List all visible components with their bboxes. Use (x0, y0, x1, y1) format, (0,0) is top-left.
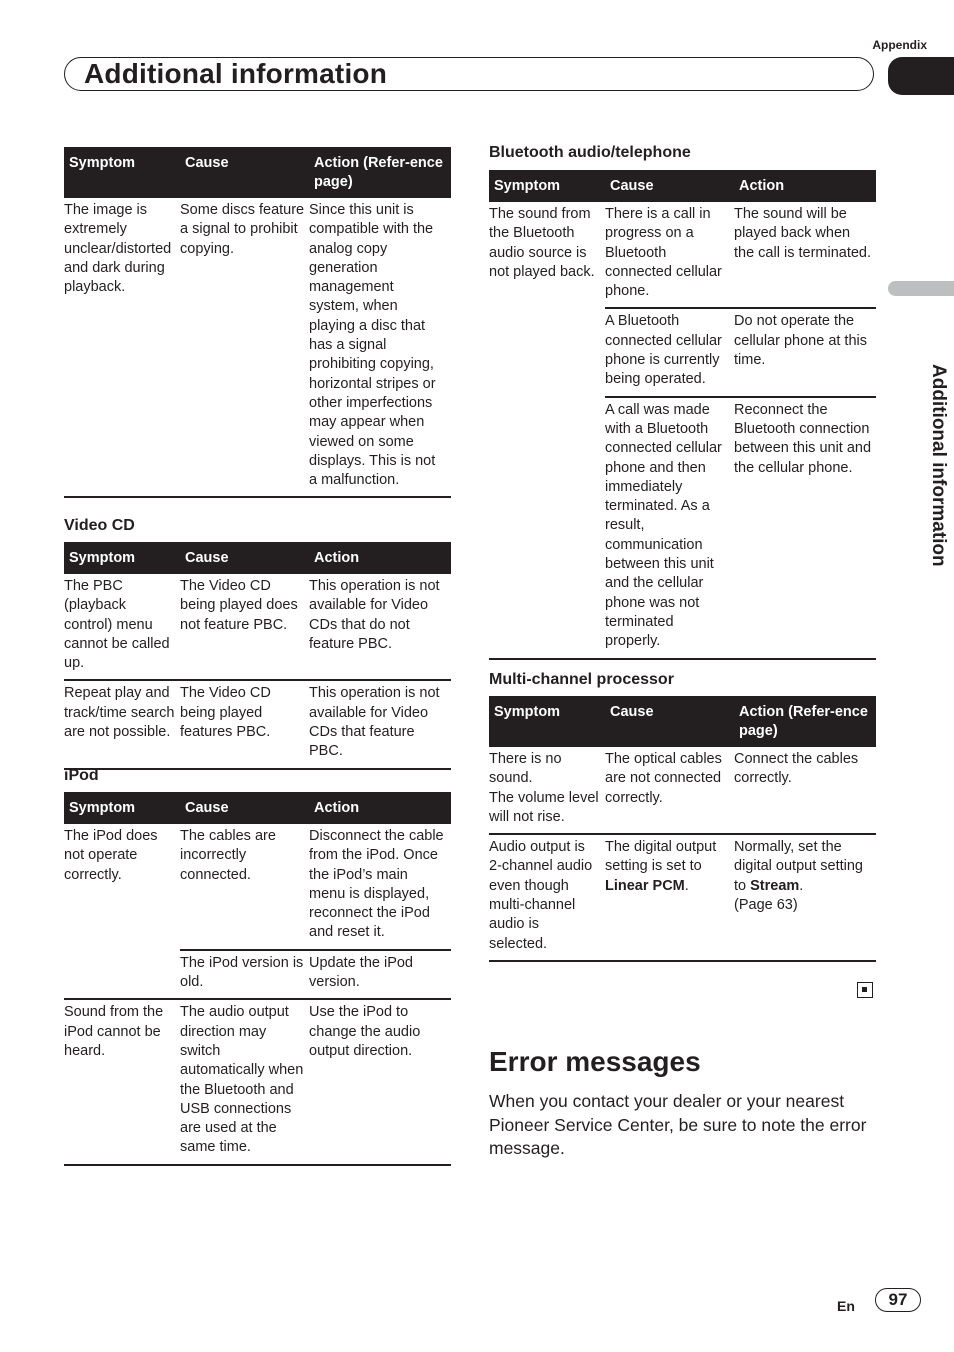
error-messages-heading: Error messages (489, 1046, 701, 1077)
section-end-icon (857, 982, 873, 998)
table-row (64, 680, 451, 768)
language-code: En (837, 1298, 855, 1314)
action-cell: The sound will be played back when the call is terminated. (734, 202, 876, 308)
cause-cell: The Video CD being played does not feature PBC. (180, 574, 309, 680)
cause-cell: The audio output direction may switch automatically when the Bluetooth and USB connections are used at the same time. (180, 999, 309, 1164)
action-cell: Update the iPod version. (309, 950, 451, 1000)
header-action: Action (309, 792, 451, 824)
table-bluetooth (489, 170, 876, 660)
header-cause: Cause (605, 170, 734, 202)
action-setting-value: Stream (750, 877, 800, 894)
header-symptom: Symptom (489, 170, 605, 202)
action-cell: Use the iPod to change the audio output direction. (309, 999, 451, 1164)
cause-cell: There is a call in progress on a Bluetooth connected cellular phone. (605, 202, 734, 308)
action-cell: Disconnect the cable from the iPod. Once the iPod’s main menu is displayed, reconnect the iPod and reset it. (309, 824, 451, 950)
symptom-cell: The sound from the Bluetooth audio source is not played back. (489, 202, 605, 659)
page-reference: (Page 63) (734, 897, 798, 914)
header-symptom: Symptom (64, 792, 180, 824)
table-row (489, 202, 876, 308)
error-messages-body: When you contact your dealer or your nearest Pioneer Service Center, be sure to note the error message. (489, 1091, 867, 1158)
cause-setting-value: Linear PCM (605, 877, 685, 894)
action-cell: This operation is not available for Video CDs that feature PBC. (309, 680, 451, 768)
symptom-cell: Audio output is 2-channel audio even though multi-channel audio is selected. (489, 834, 605, 961)
page-number: 97 (875, 1288, 921, 1312)
header-cause: Cause (180, 147, 309, 198)
action-cell: Reconnect the Bluetooth connection between this unit and the cellular phone. (734, 397, 876, 659)
table-header-row (64, 147, 451, 198)
header-symptom: Symptom (64, 542, 180, 574)
action-period: . (799, 877, 804, 894)
table-header-row (489, 170, 876, 202)
header-tab-marker (888, 57, 954, 95)
appendix-label: Appendix (872, 38, 927, 52)
table-ipod (64, 792, 451, 1166)
cause-text: The digital output setting is set to (605, 839, 717, 875)
table-video-cd (64, 542, 451, 770)
page-title: Additional information (84, 58, 388, 89)
cause-period: . (684, 877, 689, 894)
symptom-cell: There is no sound. The volume level will not rise. (489, 747, 605, 834)
cause-cell: The Video CD being played features PBC. (180, 680, 309, 768)
action-cell: Do not operate the cellular phone at this time. (734, 308, 876, 396)
symptom-cell: The iPod does not operate correctly. (64, 824, 180, 999)
header-cause: Cause (180, 792, 309, 824)
side-tab-marker (888, 281, 954, 296)
header-action: Action (Refer-ence page) (734, 696, 876, 747)
symptom-cell: Sound from the iPod cannot be heard. (64, 999, 180, 1164)
table-header-row (64, 792, 451, 824)
action-cell: This operation is not available for Video CDs that do not feature PBC. (309, 574, 451, 680)
cause-cell: Some discs feature a signal to prohibit copying. (180, 198, 309, 497)
section-heading-video-cd: Video CD (64, 517, 135, 534)
cause-cell: A call was made with a Bluetooth connected cellular phone and then immediately terminated. As a result, communication between this unit and the cellular phone was not terminated properly. (605, 397, 734, 659)
table-row (489, 747, 876, 834)
table-multichannel (489, 696, 876, 962)
header-symptom: Symptom (489, 696, 605, 747)
action-cell: Since this unit is compatible with the analog copy generation management system, when playing a disc that has a signal prohibiting copying, horizontal stripes or other imperfections may appear when viewed on some displays. This is not a malfunction. (309, 198, 451, 497)
cause-cell: The iPod version is old. (180, 950, 309, 1000)
header-action: Action (734, 170, 876, 202)
table-row (64, 574, 451, 680)
header-cause: Cause (180, 542, 309, 574)
header-cause: Cause (605, 696, 734, 747)
cause-cell: The cables are incorrectly connected. (180, 824, 309, 950)
symptom-cell: The PBC (playback control) menu cannot be called up. (64, 574, 180, 680)
cause-cell (605, 834, 734, 961)
section-heading-multichannel: Multi-channel processor (489, 671, 674, 688)
header-symptom: Symptom (64, 147, 180, 198)
side-section-label: Additional information (928, 364, 949, 567)
header-action: Action (309, 542, 451, 574)
table-header-row (489, 696, 876, 747)
table-row (64, 824, 451, 950)
action-cell: Connect the cables correctly. (734, 747, 876, 834)
cause-cell: The optical cables are not connected correctly. (605, 747, 734, 834)
action-text: Normally, set the digital output setting to (734, 839, 863, 894)
symptom-cell: Repeat play and track/time search are not possible. (64, 680, 180, 768)
cause-cell: A Bluetooth connected cellular phone is currently being operated. (605, 308, 734, 396)
table-row (489, 834, 876, 961)
table-disc (64, 147, 451, 498)
symptom-cell: The image is extremely unclear/distorted and dark during playback. (64, 198, 180, 497)
header-action: Action (Refer-ence page) (309, 147, 451, 198)
table-row (64, 198, 451, 497)
section-heading-ipod: iPod (64, 767, 99, 784)
action-cell (734, 834, 876, 961)
section-heading-bluetooth: Bluetooth audio/telephone (489, 144, 691, 161)
table-row (64, 999, 451, 1164)
table-header-row (64, 542, 451, 574)
